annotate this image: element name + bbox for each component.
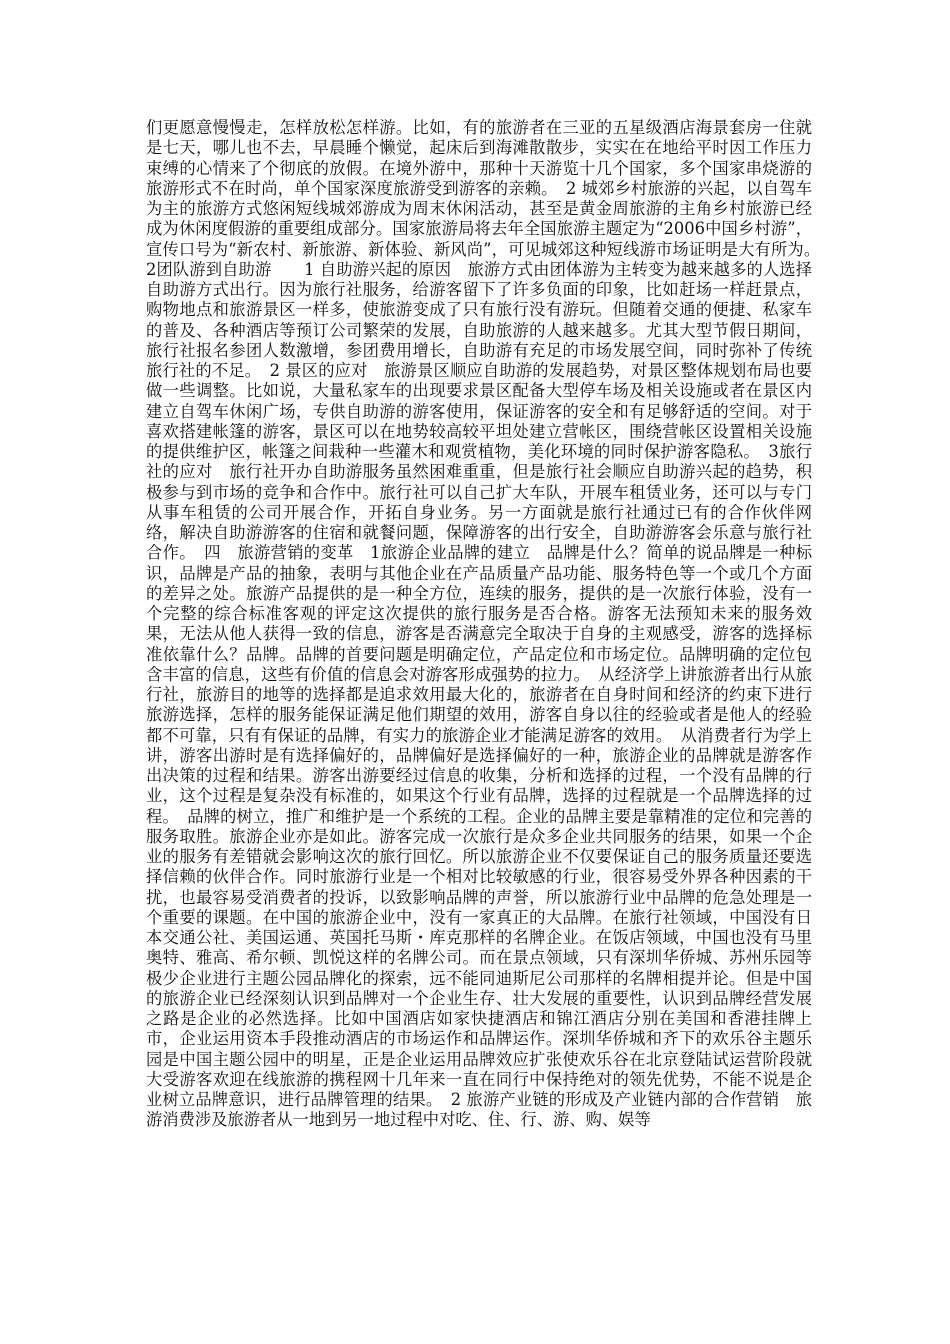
body-text: 们更愿意慢慢走，怎样放松怎样游。比如，有的旅游者在三亚的五星级酒店海景套房一住就是七天，哪儿也不去，早晨睡个懒觉，起床后到海滩散散步，实实在在地给平时因工作压力束缚的心情来了个彻底的放假。在境外游中，那种十天游览十几个国家，多个国家串烧游的旅游形式不在时尚，单个国家深度旅游受到游客的亲赖。 2 城郊乡村旅游的兴起，以自驾车为主的旅游方式悠闲短线城郊游成为周末休闲活动，甚至是黄金周旅游的主角乡村旅游已经成为休闲度假游的重要组成部分。国家旅游局将去年全国旅游主题定为“2006中国乡村游”，宣传口号为“新农村、新旅游、新体验、新风尚”，可见城郊这种短线游市场证明是大有所为。 2团队游到自助游 1 自助游兴起的原因 旅游方式由团体游为主转变为越来越多的人选择自助游方式出行。因为旅行社服务，给游客留下了许多负面的印象，比如赶场一样赶景点，购物地点和旅游景区一样多，使旅游变成了只有旅行没有游玩。但随着交通的便捷、私家车的普及、各种酒店等预订公司繁荣的发展，自助旅游的人越来越多。尤其大型节假日期间，旅行社报名参团人数激增，参团费用增长，自助游有充足的市场发展空间，同时弥补了传统旅行社的不足。 2 景区的应对 旅游景区顺应自助游的发展趋势，对景区整体规划布局也要做一些调整。比如说，大量私家车的出现要求景区配备大型停车场及相关设施或者在景区内建立自驾车休闲广场，专供自助游的游客使用，保证游客的安全和有足够舒适的空间。对于喜欢搭建帐篷的游客，景区可以在地势较高较平坦处建立营帐区，围绕营帐区设置相关设施的提供维护区，帐篷之间栽种一些灌木和观赏植物，美化环境的同时保护游客隐私。 3旅行社的应对 旅行社开办自助游服务虽然困难重重，但是旅行社会顺应自助游兴起的趋势，积极参与到市场的竞争和合作中。旅行社可以自己扩大车队，开展车租赁业务，还可以与专门从事车租赁的公司开展合作，开拓自身业务。另一方面就是旅行社通过已有的合作伙伴网络，解决自助游游客的住宿和就餐问题，保障游客的出行安全，自助游游客会乐意与旅行社合作。 四 旅游营销的变革 1旅游企业品牌的建立 品牌是什么？简单的说品牌是一种标识，品牌是产品的抽象，表明与其他企业在产品质量产品功能、服务特色等一个或几个方面的差异之处。旅游产品提供的是一种全方位，连续的服务，提供的是一次旅行体验，没有一个完整的综合标准客观的评定这次提供的旅行服务是否合格。游客无法预知未来的服务效果，无法从他人获得一致的信息，游客是否满意完全取决于自身的主观感受，游客的选择标准依靠什么？品牌。品牌的首要问题是明确定位，产品定位和市场定位。品牌明确的定位包含丰富的信息，这些有价值的信息会对游客形成强势的拉力。 从经济学上讲旅游者出行从旅行社，旅游目的地等的选择都是追求效用最大化的，旅游者在自身时间和经济的约束下进行旅游选择，怎样的服务能保证满足他们期望的效用，游客自身以往的经验或者是他人的经验都不可靠，只有有保证的品牌，有实力的旅游企业才能满足游客的效用。 从消费者行为学上讲，游客出游时是有选择偏好的，品牌偏好是选择偏好的一种，旅游企业的品牌就是游客作出决策的过程和结果。游客出游要经过信息的收集，分析和选择的过程，一个没有品牌的行业，这个过程是复杂没有标准的，如果这个行业有品牌，选择的过程就是一个品牌选择的过程。 品牌的树立，推广和维护是一个系统的工程。企业的品牌主要是靠精准的定位和完善的服务取胜。旅游企业亦是如此。游客完成一次旅行是众多企业共同服务的结果，如果一个企业的服务有差错就会影响这次的旅行回忆。所以旅游企业不仅要保证自己的服务质量还要选择信赖的伙伴合作。同时旅游行业是一个相对比较敏感的行业，很容易受外界各种因素的干扰，也最容易受消费者的投诉，以致影响品牌的声誉，所以旅游行业中品牌的危急处理是一个重要的课题。在中国的旅游企业中，没有一家真正的大品牌。在旅行社领域，中国没有日本交通公社、美国运通、英国托马斯・库克那样的名牌企业。在饭店领域，中国也没有马里奥特、雅高、希尔顿、凯悦这样的名牌公司。而在景点领域，只有深圳华侨城、苏州乐园等极少企业进行主题公园品牌化的探索，远不能同迪斯尼公司那样的名牌相提并论。但是中国的旅游企业已经深刻认识到品牌对一个企业生存、壮大发展的重要性，认识到品牌经营发展之路是企业的必然选择。比如中国酒店如家快捷酒店和锦江酒店分别在美国和香港挂牌上市，企业运用资本手段推动酒店的市场运作和品牌运作。深圳华侨城和齐下的欢乐谷主题乐园是中国主题公园中的明星，正是企业运用品牌效应扩张使欢乐谷在北京登陆试运营阶段就大受游客欢迎在线旅游的携程网十几年来一直在同行中保持绝对的领先优势，不能不说是企业树立品牌意识，进行品牌管理的结果。 2 旅游产业链的形成及产业链内部的合作营销 旅游消费涉及旅游者从一地到另一地过程中对吃、住、行、游、购、娱等 bbox=[146, 118, 829, 1130]
